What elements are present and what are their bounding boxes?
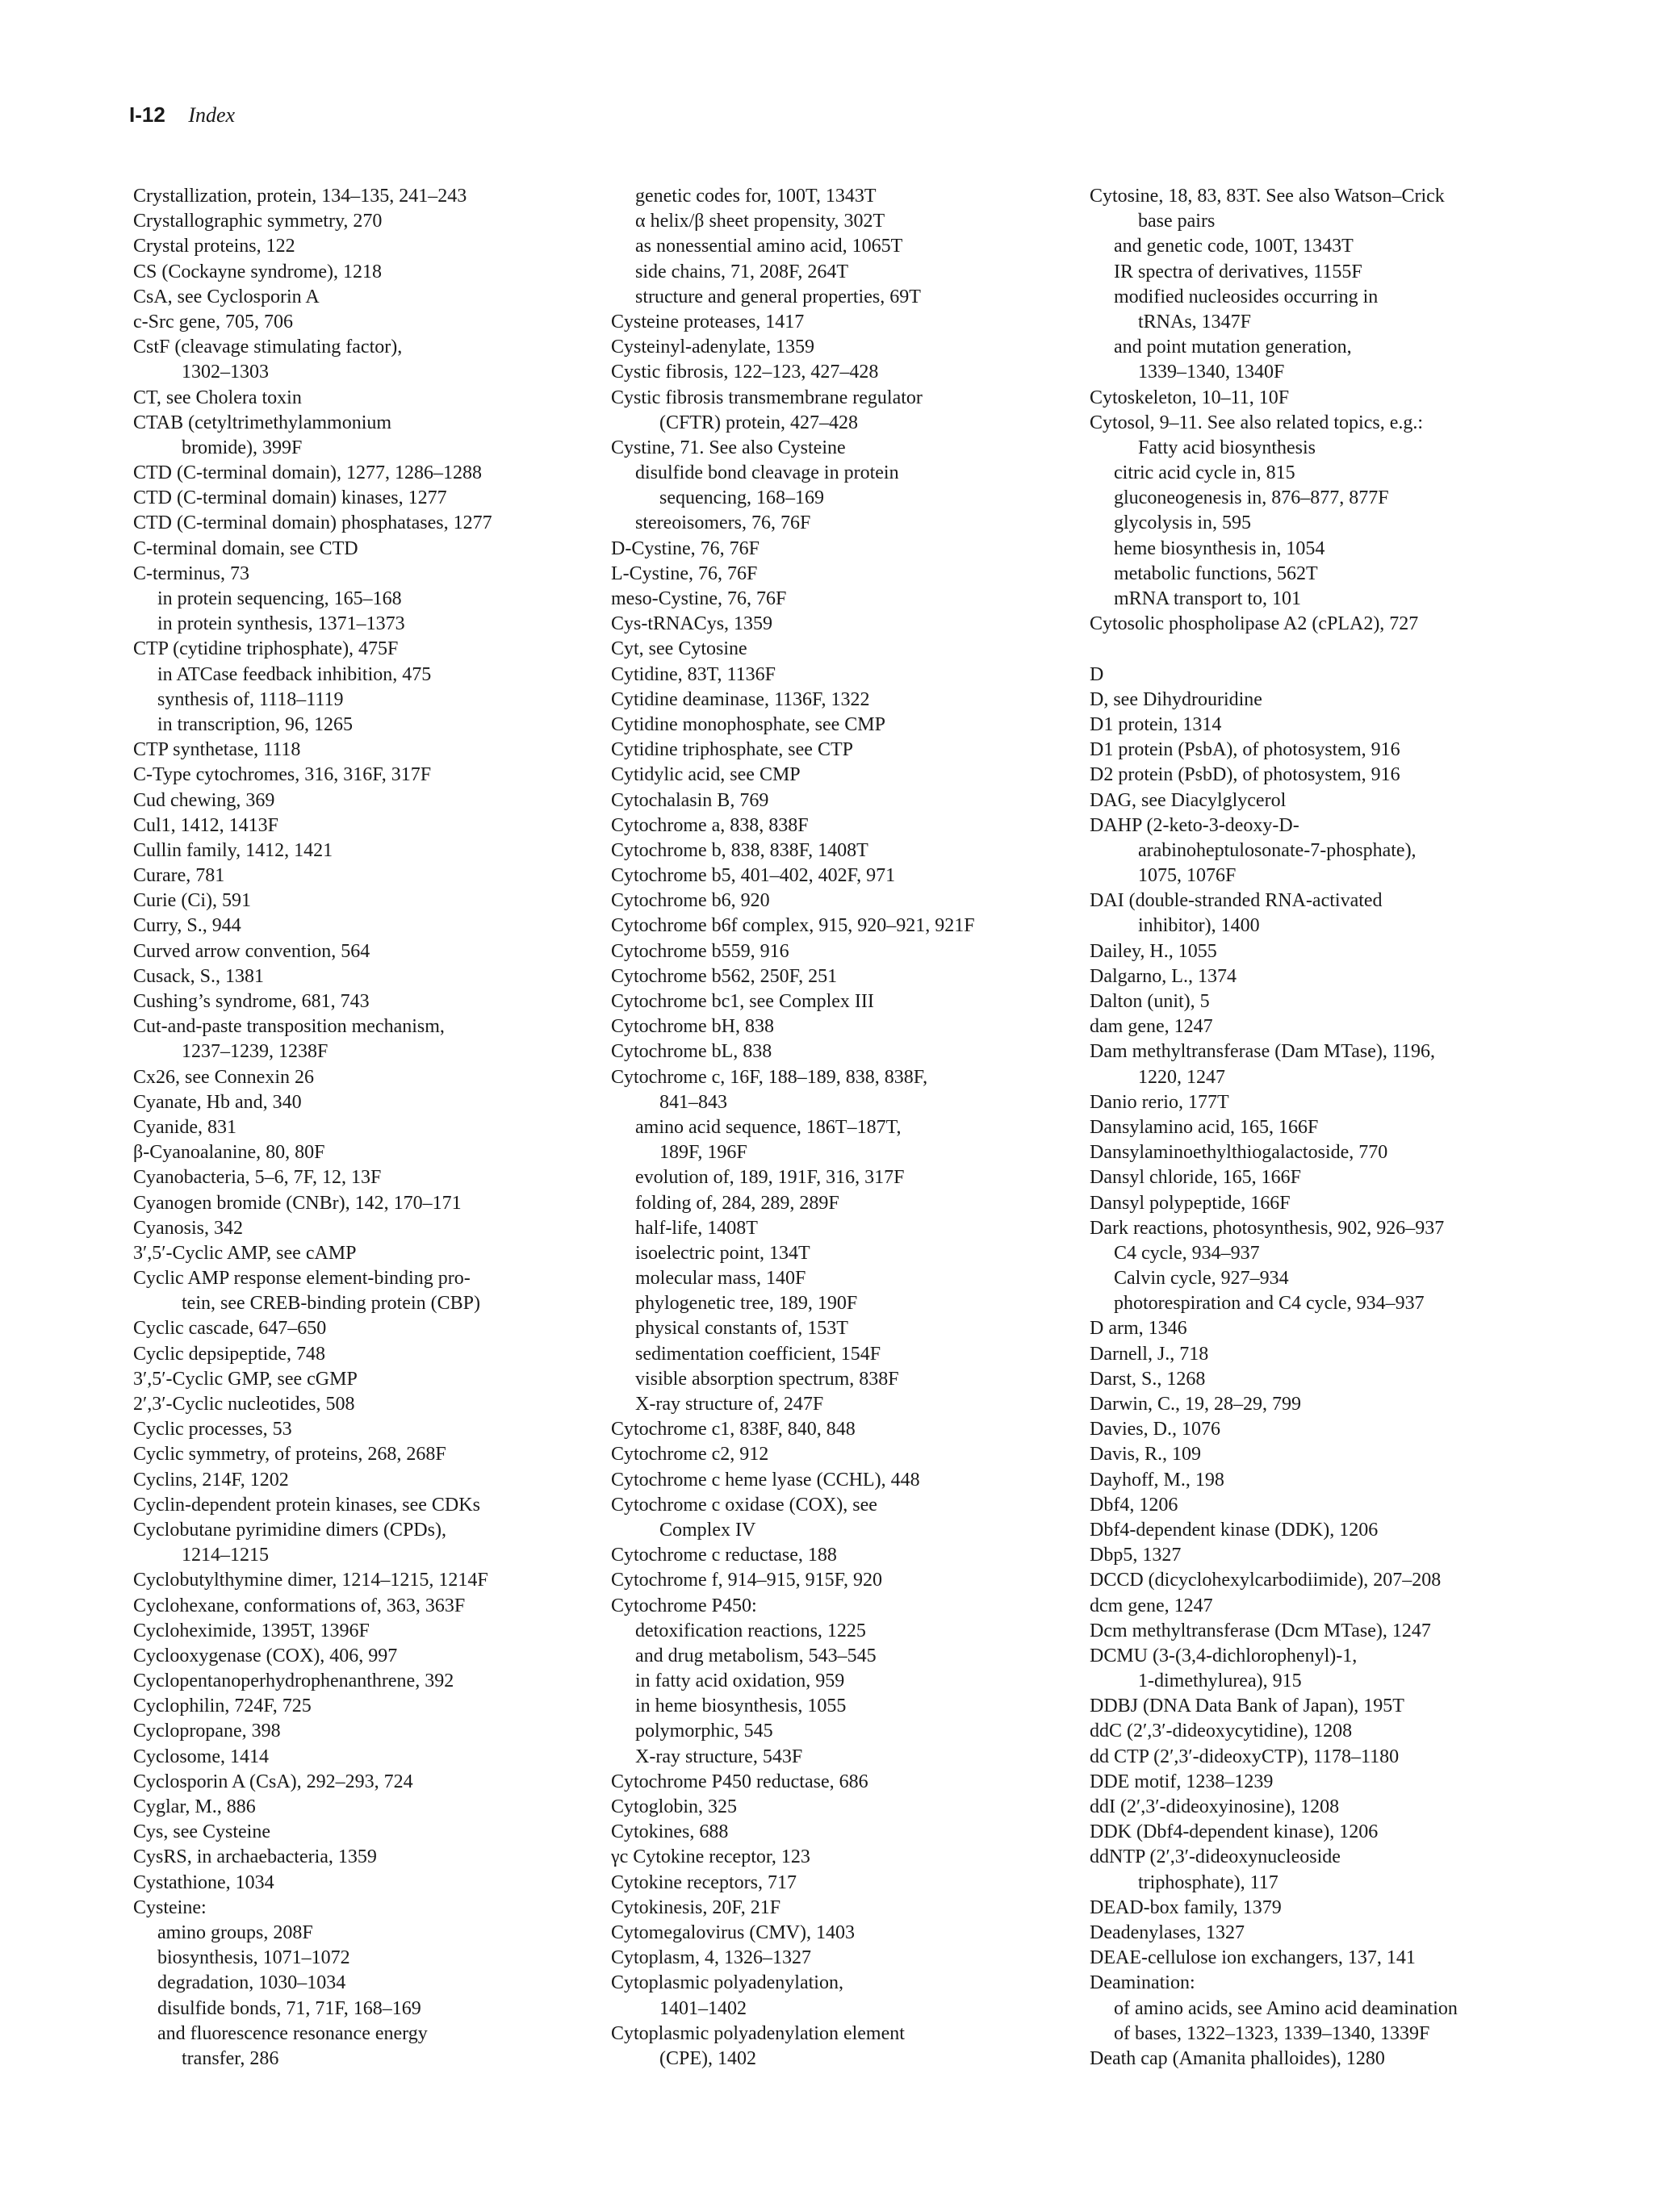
index-entry: Cytidine, 83T, 1136F xyxy=(611,663,776,685)
index-entry: γc Cytokine receptor, 123 xyxy=(611,1846,810,1868)
index-entry: DDE motif, 1238–1239 xyxy=(1090,1771,1274,1792)
index-entry: DEAE-cellulose ion exchangers, 137, 141 xyxy=(1090,1947,1416,1969)
index-entry: Curare, 781 xyxy=(133,865,225,887)
index-entry: CTP (cytidine triphosphate), 475F xyxy=(133,638,399,660)
index-entry: Dansyl polypeptide, 166F xyxy=(1090,1192,1291,1214)
index-entry: Cytochrome b6, 920 xyxy=(611,890,770,912)
index-subentry: heme biosynthesis in, 1054 xyxy=(1114,537,1325,559)
index-entry: Cytoplasmic polyadenylation, xyxy=(611,1972,843,1994)
index-subentry: gluconeogenesis in, 876–877, 877F xyxy=(1114,487,1389,509)
index-entry: CTD (C-terminal domain) phosphatases, 1277 xyxy=(133,512,492,534)
index-entry: Cyanobacteria, 5–6, 7F, 12, 13F xyxy=(133,1167,382,1189)
index-entry: Cytochrome f, 914–915, 915F, 920 xyxy=(611,1570,883,1591)
index-subentry: bromide), 399F xyxy=(182,437,303,458)
index-entry: Cytochrome b6f complex, 915, 920–921, 921F xyxy=(611,915,975,937)
index-entry: 3′,5′-Cyclic AMP, see cAMP xyxy=(133,1242,357,1264)
index-entry: D1 protein (PsbA), of photosystem, 916 xyxy=(1090,739,1400,761)
index-entry: C-terminal domain, see CTD xyxy=(133,537,358,559)
page-header xyxy=(129,100,235,130)
index-entry: CS (Cockayne syndrome), 1218 xyxy=(133,261,382,282)
index-entry: CTP synthetase, 1118 xyxy=(133,739,301,761)
index-subentry: amino groups, 208F xyxy=(157,1921,313,1943)
index-entry: Cytoskeleton, 10–11, 10F xyxy=(1090,387,1290,408)
index-entry: Cytochrome P450: xyxy=(611,1595,757,1616)
index-subentry: polymorphic, 545 xyxy=(635,1721,773,1742)
page-number: I-12 xyxy=(129,102,165,127)
index-entry: Cyclosporin A (CsA), 292–293, 724 xyxy=(133,1771,413,1792)
index-subentry: 1075, 1076F xyxy=(1138,865,1237,887)
index-entry: Curie (Ci), 591 xyxy=(133,890,251,912)
index-entry: Darnell, J., 718 xyxy=(1090,1343,1209,1365)
index-entry: Cytochrome c heme lyase (CCHL), 448 xyxy=(611,1469,920,1491)
index-subentry: α helix/β sheet propensity, 302T xyxy=(635,211,885,232)
index-entry: Cystic fibrosis transmembrane regulator xyxy=(611,387,923,408)
index-entry: D, see Dihydrouridine xyxy=(1090,688,1262,710)
index-entry: dcm gene, 1247 xyxy=(1090,1595,1213,1616)
index-subentry: physical constants of, 153T xyxy=(635,1318,848,1340)
index-entry: ddI (2′,3′-dideoxyinosine), 1208 xyxy=(1090,1796,1340,1817)
index-entry: Cushing’s syndrome, 681, 743 xyxy=(133,991,370,1012)
running-title: Index xyxy=(188,103,236,127)
index-entry: Cytokinesis, 20F, 21F xyxy=(611,1896,781,1918)
index-entry: Cul1, 1412, 1413F xyxy=(133,814,279,836)
index-subentry: in protein synthesis, 1371–1373 xyxy=(157,613,405,635)
index-entry: Cyclooxygenase (COX), 406, 997 xyxy=(133,1645,398,1666)
index-subentry: phylogenetic tree, 189, 190F xyxy=(635,1293,858,1315)
index-entry: Cullin family, 1412, 1421 xyxy=(133,839,333,861)
index-entry: D xyxy=(1090,663,1104,685)
index-entry: β-Cyanoalanine, 80, 80F xyxy=(133,1142,325,1164)
index-entry: Cytochrome c, 16F, 188–189, 838, 838F, xyxy=(611,1066,928,1088)
index-subentry: 841–843 xyxy=(659,1091,727,1113)
index-subentry: Calvin cycle, 927–934 xyxy=(1114,1268,1289,1290)
index-subentry: sequencing, 168–169 xyxy=(659,487,824,509)
index-entry: Cyclin-dependent protein kinases, see CDKs xyxy=(133,1494,480,1516)
index-subentry: half-life, 1408T xyxy=(635,1217,758,1239)
index-subentry: genetic codes for, 100T, 1343T xyxy=(635,186,877,207)
index-subentry: tein, see CREB-binding protein (CBP) xyxy=(182,1293,480,1315)
index-entry: Cytochrome c reductase, 188 xyxy=(611,1545,837,1566)
index-entry: Cyclic processes, 53 xyxy=(133,1419,292,1441)
index-entry: Cytochrome bc1, see Complex III xyxy=(611,991,874,1012)
index-subentry: X-ray structure of, 247F xyxy=(635,1394,824,1415)
index-entry: Cys-tRNACys, 1359 xyxy=(611,613,773,635)
index-entry: Darst, S., 1268 xyxy=(1090,1368,1206,1390)
index-subentry: molecular mass, 140F xyxy=(635,1268,806,1290)
section-spacer xyxy=(1090,637,1598,662)
index-subentry: 189F, 196F xyxy=(659,1142,747,1164)
index-entry: Crystallization, protein, 134–135, 241–243 xyxy=(133,186,467,207)
index-entry: DAI (double-stranded RNA-activated xyxy=(1090,890,1383,912)
index-entry: Cytokine receptors, 717 xyxy=(611,1871,797,1893)
index-entry: Cyclobutane pyrimidine dimers (CPDs), xyxy=(133,1519,446,1541)
index-subentry: inhibitor), 1400 xyxy=(1138,915,1260,937)
index-entry: Cyanate, Hb and, 340 xyxy=(133,1091,302,1113)
index-entry: Cytochrome c1, 838F, 840, 848 xyxy=(611,1419,856,1441)
index-subentry: in transcription, 96, 1265 xyxy=(157,713,353,735)
index-subentry: 1401–1402 xyxy=(659,1997,747,2019)
index-entry: 2′,3′-Cyclic nucleotides, 508 xyxy=(133,1394,355,1415)
index-subentry: in fatty acid oxidation, 959 xyxy=(635,1670,845,1692)
index-entry: Danio rerio, 177T xyxy=(1090,1091,1229,1113)
index-entry: Cyclic AMP response element-binding pro- xyxy=(133,1268,471,1290)
index-entry: Cytochrome P450 reductase, 686 xyxy=(611,1771,868,1792)
index-subentry: base pairs xyxy=(1138,211,1216,232)
index-entry: Cyclic cascade, 647–650 xyxy=(133,1318,327,1340)
index-subentry: glycolysis in, 595 xyxy=(1114,512,1252,534)
index-entry: Cyclopropane, 398 xyxy=(133,1721,281,1742)
index-entry: CTD (C-terminal domain), 1277, 1286–1288 xyxy=(133,462,482,484)
index-entry: Cyclopentanoperhydrophenanthrene, 392 xyxy=(133,1670,454,1692)
index-entry: Cytosolic phospholipase A2 (cPLA2), 727 xyxy=(1090,613,1419,635)
index-subentry: 1339–1340, 1340F xyxy=(1138,362,1285,383)
index-entry: Cysteinyl-adenylate, 1359 xyxy=(611,337,814,358)
index-entry: DCCD (dicyclohexylcarbodiimide), 207–208 xyxy=(1090,1570,1442,1591)
index-subentry: 1214–1215 xyxy=(182,1545,269,1566)
index-entry: Cyclic depsipeptide, 748 xyxy=(133,1343,325,1365)
index-subentry: arabinoheptulosonate-7-phosphate), xyxy=(1138,839,1417,861)
index-subentry: detoxification reactions, 1225 xyxy=(635,1620,866,1641)
index-entry: dd CTP (2′,3′-dideoxyCTP), 1178–1180 xyxy=(1090,1746,1400,1767)
index-entry: ddC (2′,3′-dideoxycytidine), 1208 xyxy=(1090,1721,1353,1742)
index-entry: DDK (Dbf4-dependent kinase), 1206 xyxy=(1090,1821,1379,1843)
index-entry: Cyclins, 214F, 1202 xyxy=(133,1469,289,1491)
index-subentry: (CFTR) protein, 427–428 xyxy=(659,412,858,433)
index-entry: Cytochrome bH, 838 xyxy=(611,1016,774,1038)
index-entry: CsA, see Cyclosporin A xyxy=(133,286,320,307)
index-subentry: in protein sequencing, 165–168 xyxy=(157,588,402,609)
index-entry: Curved arrow convention, 564 xyxy=(133,940,370,962)
index-entry: Cystine, 71. See also Cysteine xyxy=(611,437,846,458)
index-entry: Cytidylic acid, see CMP xyxy=(611,764,801,786)
index-entry: D1 protein, 1314 xyxy=(1090,713,1222,735)
index-entry: Cysteine proteases, 1417 xyxy=(611,311,805,332)
index-subentry: citric acid cycle in, 815 xyxy=(1114,462,1295,484)
index-entry: DDBJ (DNA Data Bank of Japan), 195T xyxy=(1090,1696,1404,1717)
index-entry: Cytoplasm, 4, 1326–1327 xyxy=(611,1947,812,1969)
index-entry: L-Cystine, 76, 76F xyxy=(611,562,758,584)
index-subentry: C4 cycle, 934–937 xyxy=(1114,1242,1260,1264)
index-entry: Cytosol, 9–11. See also related topics, e.g.: xyxy=(1090,412,1424,433)
index-entry: Cyclohexane, conformations of, 363, 363F xyxy=(133,1595,466,1616)
index-entry: D-Cystine, 76, 76F xyxy=(611,537,760,559)
index-entry: Dansylaminoethylthiogalactoside, 770 xyxy=(1090,1142,1388,1164)
index-subentry: 1237–1239, 1238F xyxy=(182,1041,329,1063)
index-subentry: and genetic code, 100T, 1343T xyxy=(1114,236,1354,257)
index-entry: Cytoplasmic polyadenylation element xyxy=(611,2022,905,2044)
index-entry: c-Src gene, 705, 706 xyxy=(133,311,293,332)
index-entry: ddNTP (2′,3′-dideoxynucleoside xyxy=(1090,1846,1341,1868)
index-entry: Cytochalasin B, 769 xyxy=(611,789,769,811)
index-entry: Deamination: xyxy=(1090,1972,1195,1994)
index-subentry: 1-dimethylurea), 915 xyxy=(1138,1670,1302,1692)
index-subentry: evolution of, 189, 191F, 316, 317F xyxy=(635,1167,905,1189)
index-subentry: Complex IV xyxy=(659,1519,756,1541)
index-entry: Davies, D., 1076 xyxy=(1090,1419,1220,1441)
index-subentry: of amino acids, see Amino acid deamination xyxy=(1114,1997,1458,2019)
index-subentry: side chains, 71, 208F, 264T xyxy=(635,261,849,282)
index-subentry: amino acid sequence, 186T–187T, xyxy=(635,1116,902,1138)
index-subentry: in heme biosynthesis, 1055 xyxy=(635,1696,847,1717)
index-subentry: as nonessential amino acid, 1065T xyxy=(635,236,903,257)
index-entry: Cytochrome b562, 250F, 251 xyxy=(611,965,838,987)
index-entry: Cyglar, M., 886 xyxy=(133,1796,256,1817)
index-entry: CstF (cleavage stimulating factor), xyxy=(133,337,403,358)
index-entry: C-Type cytochromes, 316, 316F, 317F xyxy=(133,764,432,786)
index-entry: DEAD-box family, 1379 xyxy=(1090,1896,1282,1918)
index-entry: CTAB (cetyltrimethylammonium xyxy=(133,412,392,433)
index-entry: Dalton (unit), 5 xyxy=(1090,991,1210,1012)
index-subentry: (CPE), 1402 xyxy=(659,2047,756,2069)
index-entry: Cud chewing, 369 xyxy=(133,789,275,811)
index-subentry: photorespiration and C4 cycle, 934–937 xyxy=(1114,1293,1425,1315)
index-entry: meso-Cystine, 76, 76F xyxy=(611,588,787,609)
index-subentry: sedimentation coefficient, 154F xyxy=(635,1343,881,1365)
index-subentry: 1302–1303 xyxy=(182,362,269,383)
index-entry: Cytochrome a, 838, 838F xyxy=(611,814,809,836)
index-entry: Dailey, H., 1055 xyxy=(1090,940,1217,962)
index-entry: Dayhoff, M., 198 xyxy=(1090,1469,1224,1491)
index-entry: Cytosine, 18, 83, 83T. See also Watson–Crick xyxy=(1090,186,1445,207)
index-entry: Dbf4-dependent kinase (DDK), 1206 xyxy=(1090,1519,1379,1541)
index-entry: Cyclophilin, 724F, 725 xyxy=(133,1696,312,1717)
index-entry: Cut-and-paste transposition mechanism, xyxy=(133,1016,445,1038)
index-subentry: stereoisomers, 76, 76F xyxy=(635,512,811,534)
index-entry: Cyanide, 831 xyxy=(133,1116,236,1138)
index-entry: Dbp5, 1327 xyxy=(1090,1545,1182,1566)
index-entry: dam gene, 1247 xyxy=(1090,1016,1213,1038)
index-entry: D2 protein (PsbD), of photosystem, 916 xyxy=(1090,764,1400,786)
index-subentry: structure and general properties, 69T xyxy=(635,286,921,307)
index-entry: Cystic fibrosis, 122–123, 427–428 xyxy=(611,362,879,383)
index-entry: DAHP (2-keto-3-deoxy-D- xyxy=(1090,814,1299,836)
index-column-2 xyxy=(611,184,1119,2072)
index-entry: Cystathione, 1034 xyxy=(133,1871,274,1893)
index-subentry: and fluorescence resonance energy xyxy=(157,2022,428,2044)
index-entry: DAG, see Diacylglycerol xyxy=(1090,789,1287,811)
index-subentry: metabolic functions, 562T xyxy=(1114,562,1318,584)
index-entry: Cytoglobin, 325 xyxy=(611,1796,738,1817)
index-entry: Cys, see Cysteine xyxy=(133,1821,270,1843)
index-entry: Deadenylases, 1327 xyxy=(1090,1921,1245,1943)
index-column-1 xyxy=(133,184,642,2072)
index-subentry: triphosphate), 117 xyxy=(1138,1871,1278,1893)
index-entry: Dbf4, 1206 xyxy=(1090,1494,1178,1516)
index-subentry: in ATCase feedback inhibition, 475 xyxy=(157,663,432,685)
index-subentry: biosynthesis, 1071–1072 xyxy=(157,1947,350,1969)
index-subentry: IR spectra of derivatives, 1155F xyxy=(1114,261,1362,282)
index-column-3 xyxy=(1090,184,1598,2072)
index-entry: Death cap (Amanita phalloides), 1280 xyxy=(1090,2047,1385,2069)
index-subentry: 1220, 1247 xyxy=(1138,1066,1225,1088)
index-subentry: tRNAs, 1347F xyxy=(1138,311,1252,332)
index-entry: Cyclosome, 1414 xyxy=(133,1746,269,1767)
index-subentry: visible absorption spectrum, 838F xyxy=(635,1368,899,1390)
index-entry: Cytidine monophosphate, see CMP xyxy=(611,713,885,735)
index-entry: DCMU (3-(3,4-dichlorophenyl)-1, xyxy=(1090,1645,1358,1666)
index-entry: Crystallographic symmetry, 270 xyxy=(133,211,383,232)
index-subentry: disulfide bond cleavage in protein xyxy=(635,462,899,484)
index-entry: Cytidine triphosphate, see CTP xyxy=(611,739,853,761)
index-entry: Darwin, C., 19, 28–29, 799 xyxy=(1090,1394,1301,1415)
index-entry: CysRS, in archaebacteria, 1359 xyxy=(133,1846,377,1868)
index-subentry: synthesis of, 1118–1119 xyxy=(157,688,344,710)
index-subentry: X-ray structure, 543F xyxy=(635,1746,803,1767)
index-entry: Cytomegalovirus (CMV), 1403 xyxy=(611,1921,855,1943)
index-entry: 3′,5′-Cyclic GMP, see cGMP xyxy=(133,1368,358,1390)
index-entry: CTD (C-terminal domain) kinases, 1277 xyxy=(133,487,447,509)
index-entry: CT, see Cholera toxin xyxy=(133,387,302,408)
index-entry: Cytochrome b5, 401–402, 402F, 971 xyxy=(611,865,896,887)
index-entry: Cytochrome bL, 838 xyxy=(611,1041,772,1063)
index-entry: Dark reactions, photosynthesis, 902, 926–937 xyxy=(1090,1217,1445,1239)
index-entry: Cytochrome b, 838, 838F, 1408T xyxy=(611,839,868,861)
index-entry: Curry, S., 944 xyxy=(133,915,241,937)
index-subentry: transfer, 286 xyxy=(182,2047,279,2069)
index-entry: Dam methyltransferase (Dam MTase), 1196, xyxy=(1090,1041,1435,1063)
index-entry: Dansylamino acid, 165, 166F xyxy=(1090,1116,1319,1138)
index-entry: Cyanogen bromide (CNBr), 142, 170–171 xyxy=(133,1192,462,1214)
index-subentry: folding of, 284, 289, 289F xyxy=(635,1192,839,1214)
index-entry: Dcm methyltransferase (Dcm MTase), 1247 xyxy=(1090,1620,1431,1641)
index-entry: C-terminus, 73 xyxy=(133,562,249,584)
index-entry: Cyclic symmetry, of proteins, 268, 268F xyxy=(133,1444,446,1466)
index-entry: Crystal proteins, 122 xyxy=(133,236,295,257)
index-subentry: and point mutation generation, xyxy=(1114,337,1352,358)
index-subentry: mRNA transport to, 101 xyxy=(1114,588,1301,609)
index-entry: Cytokines, 688 xyxy=(611,1821,729,1843)
index-entry: Cycloheximide, 1395T, 1396F xyxy=(133,1620,370,1641)
index-entry: Davis, R., 109 xyxy=(1090,1444,1201,1466)
index-entry: Cyanosis, 342 xyxy=(133,1217,244,1239)
index-entry: Cyt, see Cytosine xyxy=(611,638,747,660)
index-subentry: isoelectric point, 134T xyxy=(635,1242,810,1264)
index-subentry: of bases, 1322–1323, 1339–1340, 1339F xyxy=(1114,2022,1430,2044)
index-subentry: modified nucleosides occurring in xyxy=(1114,286,1379,307)
index-entry: Dansyl chloride, 165, 166F xyxy=(1090,1167,1301,1189)
index-subentry: degradation, 1030–1034 xyxy=(157,1972,346,1994)
index-entry: Cytochrome b559, 916 xyxy=(611,940,789,962)
index-entry: Cytidine deaminase, 1136F, 1322 xyxy=(611,688,870,710)
index-entry: Dalgarno, L., 1374 xyxy=(1090,965,1237,987)
index-entry: Cytochrome c oxidase (COX), see xyxy=(611,1494,877,1516)
index-entry: Cysteine: xyxy=(133,1896,207,1918)
index-subentry: and drug metabolism, 543–545 xyxy=(635,1645,877,1666)
index-entry: Cusack, S., 1381 xyxy=(133,965,264,987)
index-entry: Cyclobutylthymine dimer, 1214–1215, 1214F xyxy=(133,1570,488,1591)
index-entry: Cx26, see Connexin 26 xyxy=(133,1066,314,1088)
index-entry: D arm, 1346 xyxy=(1090,1318,1187,1340)
index-entry: Cytochrome c2, 912 xyxy=(611,1444,769,1466)
index-subentry: Fatty acid biosynthesis xyxy=(1138,437,1316,458)
index-subentry: disulfide bonds, 71, 71F, 168–169 xyxy=(157,1997,421,2019)
